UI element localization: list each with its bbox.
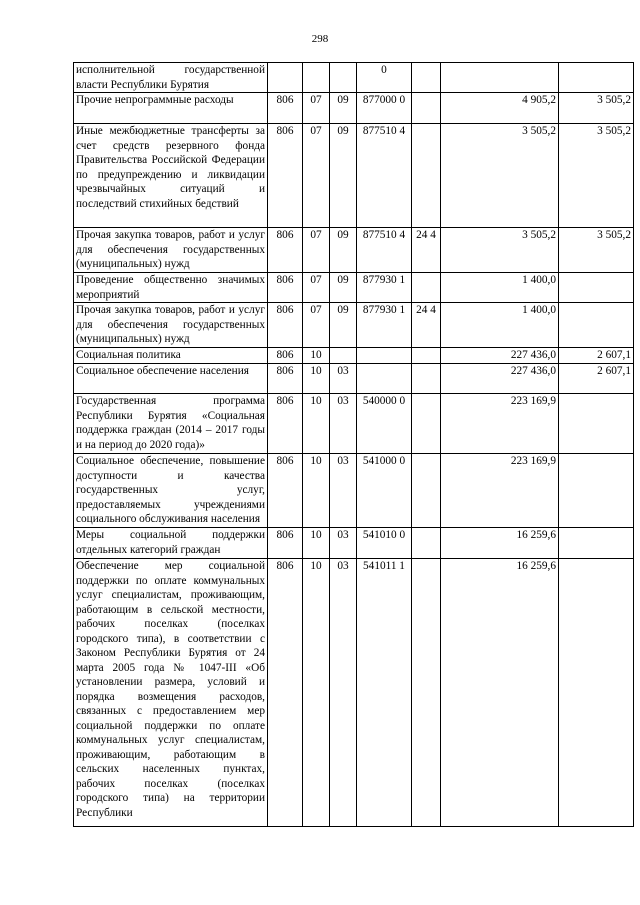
amount-2018: 4 905,2 [441,93,559,124]
article-code: 541011 1 [357,559,412,827]
subsection-code: 09 [330,124,357,228]
table-row [74,394,634,454]
amount-2019: 3 505,2 [559,228,634,273]
amount-2018: 223 169,9 [441,394,559,454]
expense-type-code [412,93,441,124]
row-name: Прочая закупка товаров, работ и услуг для обеспечения государственных (муниципальных) нужд [74,228,268,273]
amount-2019 [559,528,634,559]
amount-2018: 3 505,2 [441,124,559,228]
amount-2019: 3 505,2 [559,93,634,124]
amount-2019 [559,303,634,348]
ministry-code: 806 [268,364,303,394]
ministry-code: 806 [268,559,303,827]
article-code [357,348,412,364]
section-code: 10 [303,559,330,827]
table-row [74,273,634,303]
amount-2019: 2 607,1 [559,364,634,394]
row-name: Обеспечение мер социальной поддержки по оплате коммунальных услуг специалистам, проживающим, работающим в сельской местности, рабочих поселках (поселках городского типа), в соответствии с Законом Республики Бурятия от 24 марта 2005 года № 1047-III «Об установлении размера, условий и порядка возмещения расходов, связанных с предоставлением мер социальной поддержки по оплате коммунальных услуг специалистам, проживающим, работающим в сельских населенных пунктах, рабочих поселках (поселках городского типа) на территории Республики [74,559,268,827]
amount-2018: 1 400,0 [441,273,559,303]
subsection-code [330,348,357,364]
article-code: 540000 0 [357,394,412,454]
article-code: 877930 1 [357,303,412,348]
section-code: 07 [303,303,330,348]
subsection-code: 09 [330,93,357,124]
section-code: 10 [303,348,330,364]
row-name: Иные межбюджетные трансферты за счет средств резервного фонда Правительства Российской Федерации по предупреждению и ликвидации чрезвычайных ситуаций и последствий стихийных бедствий [74,124,268,228]
article-code: 0 [357,63,412,93]
expense-type-code [412,454,441,528]
article-code: 877000 0 [357,93,412,124]
subsection-code: 09 [330,273,357,303]
amount-2018: 16 259,6 [441,528,559,559]
section-code: 07 [303,124,330,228]
subsection-code: 03 [330,528,357,559]
row-name: исполнительной государственной власти Республики Бурятия [74,63,268,93]
expense-type-code [412,394,441,454]
ministry-code [268,63,303,93]
expense-type-code [412,124,441,228]
table-row [74,559,634,827]
amount-2019 [559,559,634,827]
table-row [74,63,634,93]
expense-type-code [412,348,441,364]
amount-2018: 1 400,0 [441,303,559,348]
row-name: Меры социальной поддержки отдельных категорий граждан [74,528,268,559]
expense-type-code [412,63,441,93]
row-name: Социальная политика [74,348,268,364]
amount-2018: 223 169,9 [441,454,559,528]
row-name: Социальное обеспечение населения [74,364,268,394]
expense-type-code: 24 4 [412,228,441,273]
row-name: Государственная программа Республики Бурятия «Социальная поддержка граждан (2014 – 2017 годы и на период до 2020 года)» [74,394,268,454]
table-row [74,228,634,273]
amount-2019: 3 505,2 [559,124,634,228]
amount-2019 [559,273,634,303]
subsection-code: 03 [330,559,357,827]
section-code: 10 [303,454,330,528]
ministry-code: 806 [268,93,303,124]
subsection-code: 03 [330,364,357,394]
ministry-code: 806 [268,228,303,273]
expense-type-code [412,528,441,559]
subsection-code [330,63,357,93]
amount-2018: 3 505,2 [441,228,559,273]
amount-2018: 227 436,0 [441,348,559,364]
section-code: 07 [303,93,330,124]
ministry-code: 806 [268,394,303,454]
ministry-code: 806 [268,303,303,348]
article-code: 541010 0 [357,528,412,559]
article-code: 877930 1 [357,273,412,303]
row-name: Социальное обеспечение, повышение доступности и качества государственных услуг, предоставляемых учреждениями социального обслуживания населения [74,454,268,528]
row-name: Прочие непрограммные расходы [74,93,268,124]
table-row [74,364,634,394]
article-code: 541000 0 [357,454,412,528]
section-code [303,63,330,93]
row-name: Прочая закупка товаров, работ и услуг для обеспечения государственных (муниципальных) нужд [74,303,268,348]
article-code: 877510 4 [357,124,412,228]
subsection-code: 03 [330,454,357,528]
amount-2019 [559,63,634,93]
ministry-code: 806 [268,528,303,559]
amount-2019 [559,394,634,454]
section-code: 10 [303,364,330,394]
subsection-code: 09 [330,228,357,273]
table-row [74,303,634,348]
ministry-code: 806 [268,348,303,364]
subsection-code: 03 [330,394,357,454]
article-code: 877510 4 [357,228,412,273]
table-row [74,124,634,228]
expense-type-code: 24 4 [412,303,441,348]
ministry-code: 806 [268,273,303,303]
budget-table [73,62,634,827]
table-row [74,93,634,124]
table-row [74,348,634,364]
expense-type-code [412,364,441,394]
row-name: Проведение общественно значимых мероприятий [74,273,268,303]
amount-2019 [559,454,634,528]
section-code: 10 [303,528,330,559]
amount-2018: 227 436,0 [441,364,559,394]
subsection-code: 09 [330,303,357,348]
page-number: 298 [311,33,329,45]
amount-2019: 2 607,1 [559,348,634,364]
ministry-code: 806 [268,124,303,228]
section-code: 07 [303,273,330,303]
table-row [74,454,634,528]
table-row [74,528,634,559]
section-code: 10 [303,394,330,454]
expense-type-code [412,559,441,827]
amount-2018 [441,63,559,93]
expense-type-code [412,273,441,303]
section-code: 07 [303,228,330,273]
ministry-code: 806 [268,454,303,528]
article-code [357,364,412,394]
amount-2018: 16 259,6 [441,559,559,827]
